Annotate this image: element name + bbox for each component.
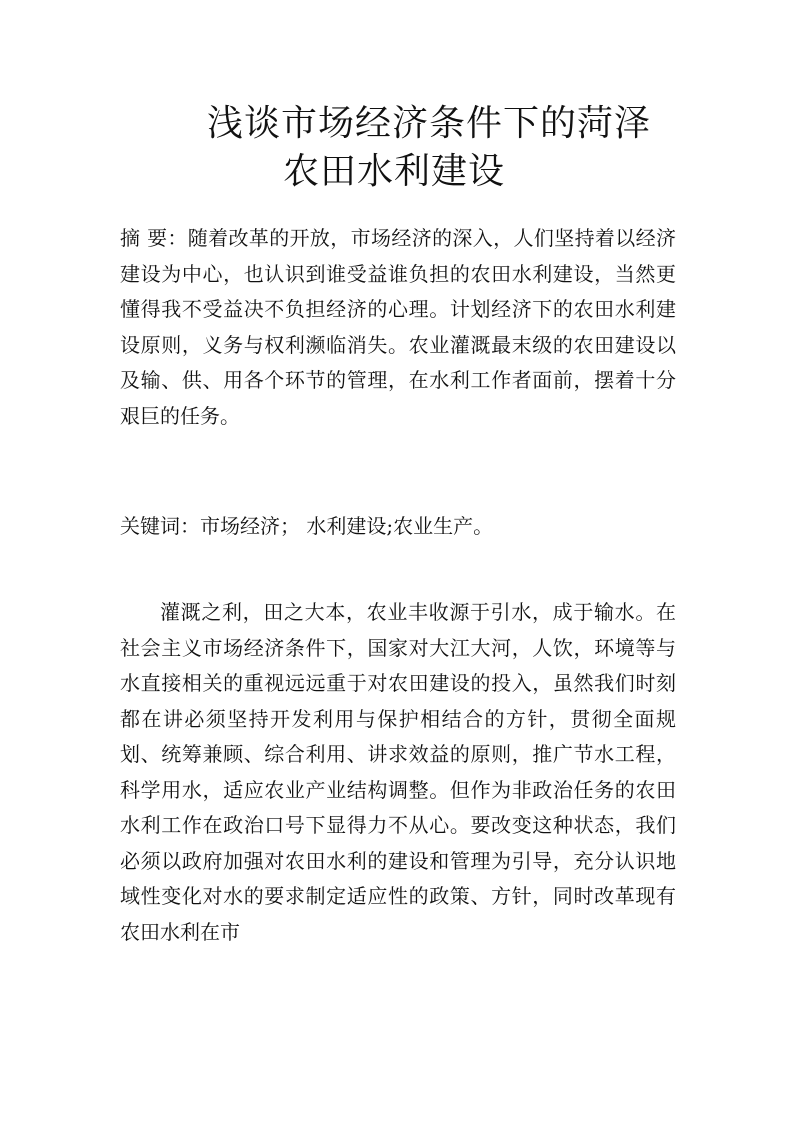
abstract-paragraph: 摘 要：随着改革的开放，市场经济的深入，人们坚持着以经济建设为中心，也认识到谁受益谁负担的农田水利建设，当然更懂得我不受益决不负担经济的心理。计划经济下的农田水利建设原则，义务与权利濒临消失。农业灌溉最末级的农田建设以及输、供、用各个环节的管理，在水利工作者面前，摆着十分艰巨的任务。 xyxy=(120,226,676,428)
body-paragraph: 灌溉之利，田之大本，农业丰收源于引水，成于输水。在社会主义市场经济条件下，国家对大江大河，人饮，环境等与水直接相关的重视远远重于对农田建设的投入，虽然我们时刻都在讲必须坚持开发利用与保护相结合的方针，贯彻全面规划、统筹兼顾、综合利用、讲求效益的原则，推广节水工程，科学用水，适应农业产业结构调整。但作为非政治任务的农田水利工作在政治口号下显得力不从心。要改变这种状态，我们必须以政府加强对农田水利的建设和管理为引导，充分认识地域性变化对水的要求制定适应性的政策、方针，同时改革现有农田水利在市 xyxy=(120,600,676,944)
keywords-line: 关键词：市场经济； 水利建设;农业生产。 xyxy=(120,514,494,538)
document-title-line-1: 浅谈市场经济条件下的菏泽 xyxy=(207,103,652,144)
document-title-line-2: 农田水利建设 xyxy=(283,151,506,192)
